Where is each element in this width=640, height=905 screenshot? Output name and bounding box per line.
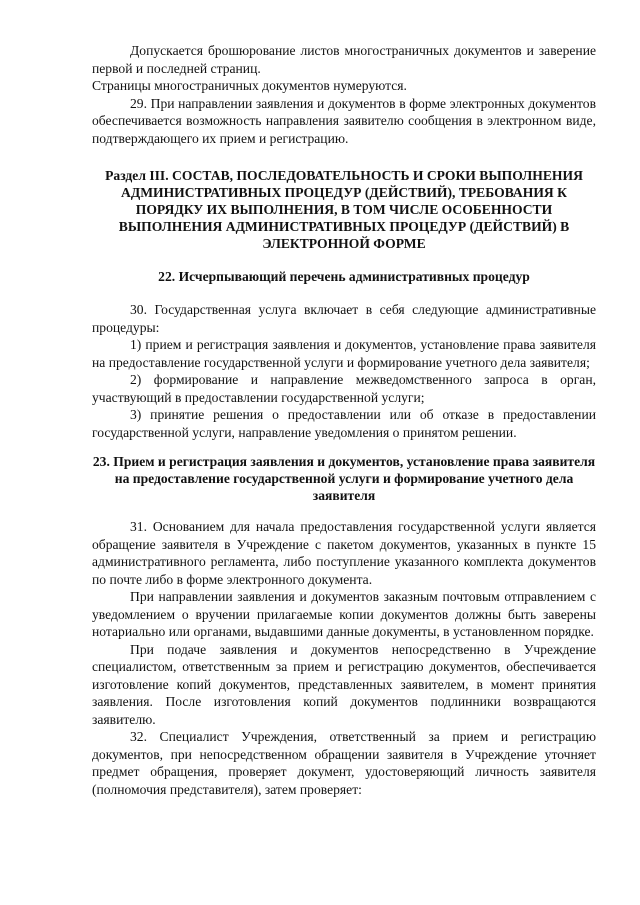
paragraph-30: 30. Государственная услуга включает в себя следующие административные процедуры: [92,302,596,335]
section-3-heading: Раздел III. СОСТАВ, ПОСЛЕДОВАТЕЛЬНОСТЬ И СРОКИ ВЫПОЛНЕНИЯ АДМИНИСТРАТИВНЫХ ПРОЦЕДУР (ДЕЙСТВИЙ), ТРЕБОВАНИЯ К ПОРЯДКУ ИХ ВЫПОЛНЕНИЯ, В ТОМ ЧИСЛЕ ОСОБЕННОСТИ ВЫПОЛНЕНИЯ АДМИНИСТРАТИВНЫХ ПРОЦЕДУР (ДЕЙСТВИЙ) В ЭЛЕКТРОННОЙ ФОРМЕ [105,168,583,251]
paragraph-31-in-person: При подаче заявления и документов непосредственно в Учреждение специалистом, ответственным за прием и регистрацию документов, обеспечивается изготовление копий документов, представленных заявителем, в момент принятия заявления. После изготовления копий документов подлинники возвращаются заявителю. [92,641,596,727]
procedure-item-2: 2) формирование и направление межведомственного запроса в орган, участвующий в предоставлении государственной услуги; [92,372,596,405]
document-page [92,42,596,798]
subsection-23-heading: 23. Прием и регистрация заявления и документов, установление права заявителя на предоставление государственной услуги и формирование учетного дела заявителя [92,454,596,503]
paragraph-31: 31. Основанием для начала предоставления государственной услуги является обращение заявителя в Учреждение с пакетом документов, указанных в пункте 15 административного регламента, либо поступление указанного комплекта документов по почте либо в форме электронного документа. [92,519,596,587]
intro-paragraph-2: Страницы многостраничных документов нумеруются. [92,78,407,93]
procedure-item-3: 3) принятие решения о предоставлении или об отказе в предоставлении государственной услуги, направление уведомления о принятом решении. [92,407,596,440]
subsection-22-heading: 22. Исчерпывающий перечень административных процедур [158,269,530,284]
intro-paragraph-1: Допускается брошюрование листов многостраничных документов и заверение первой и последней страниц. [92,43,596,76]
paragraph-31-mail: При направлении заявления и документов заказным почтовым отправлением с уведомлением о вручении прилагаемые копии документов должны быть заверены нотариально или органами, выдавшими данные документы, в установленном порядке. [92,589,596,639]
paragraph-29: 29. При направлении заявления и документов в форме электронных документов обеспечивается возможность направления заявителю сообщения в электронном виде, подтверждающего их прием и регистрацию. [92,95,596,146]
procedure-item-1: 1) прием и регистрация заявления и документов, установление права заявителя на предоставление государственной услуги и формирование учетного дела заявителя; [92,337,596,370]
paragraph-32: 32. Специалист Учреждения, ответственный за прием и регистрацию документов, при непосредственном обращении заявителя в Учреждение уточняет предмет обращения, проверяет документ, удостоверяющий личность заявителя (полномочия представителя), затем проверяет: [92,729,596,797]
